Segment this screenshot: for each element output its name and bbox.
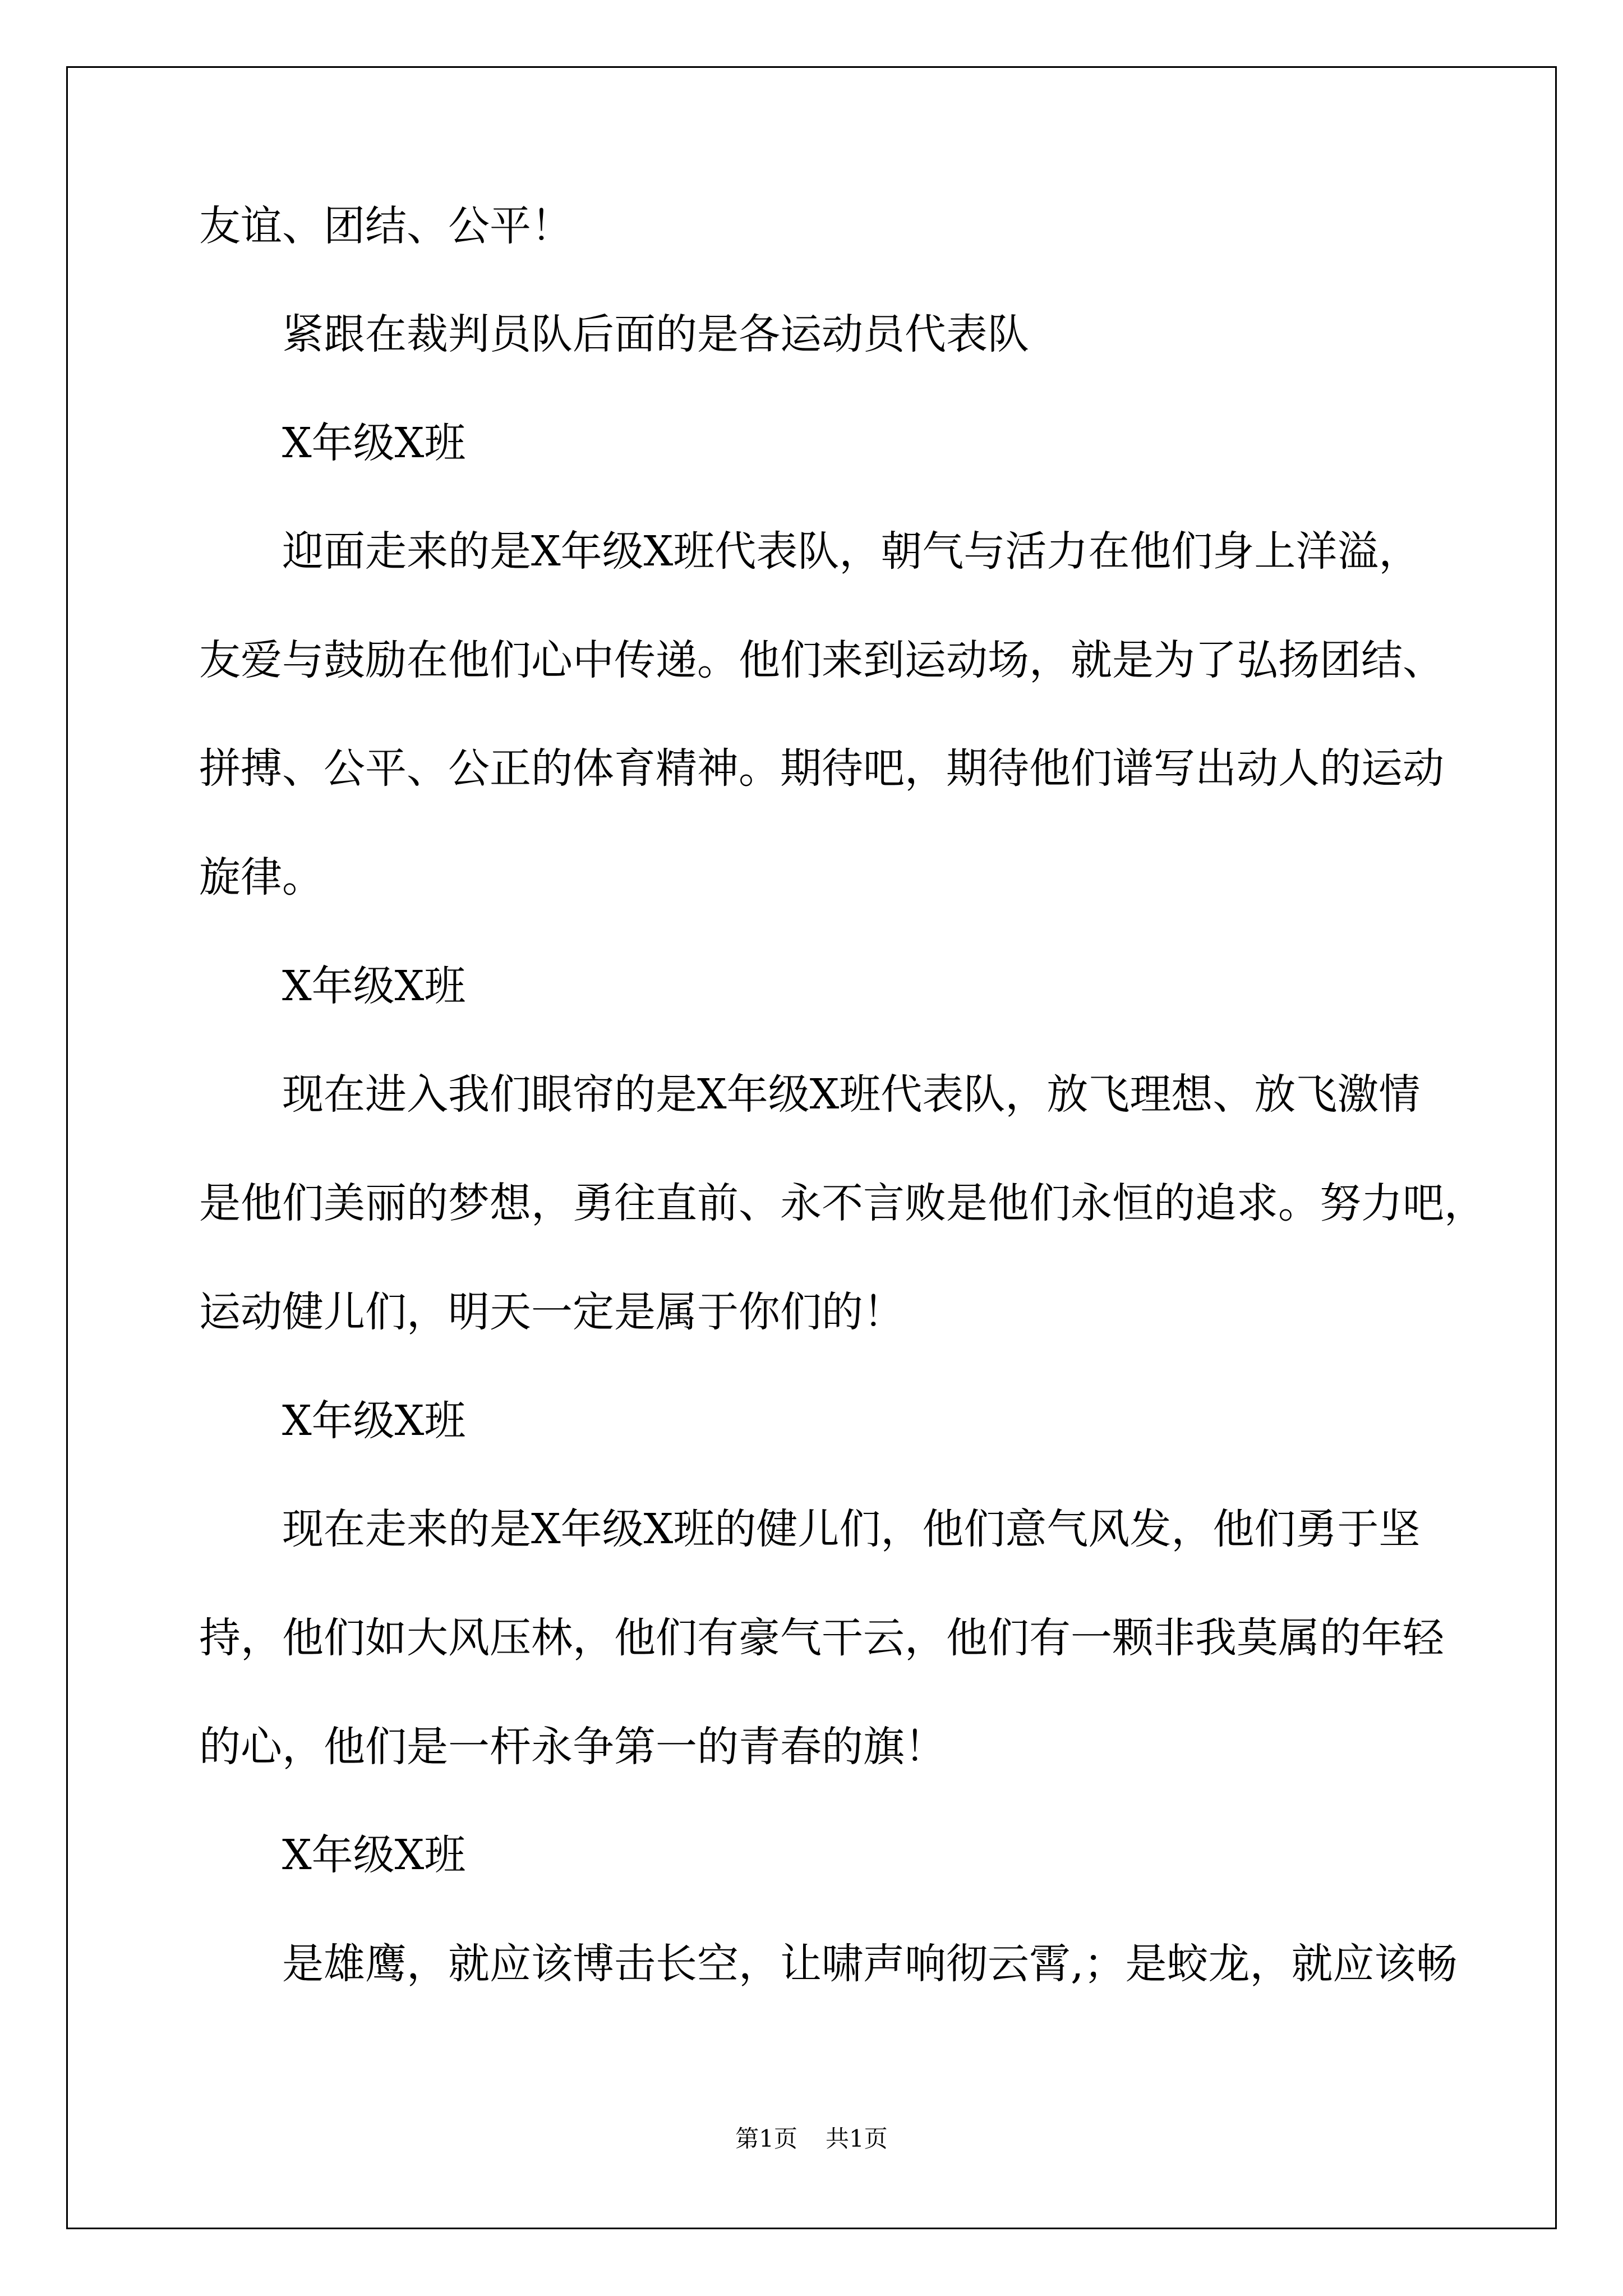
class-heading: X年级X班 bbox=[282, 962, 466, 1010]
text-line: 持，他们如大风压林，他们有豪气干云，他们有一颗非我莫属的年轻 bbox=[199, 1614, 1444, 1662]
text-line: 现在进入我们眼帘的是X年级X班代表队，放飞理想、放飞激情 bbox=[282, 1070, 1421, 1119]
text-line: 友谊、团结、公平！ bbox=[199, 202, 573, 250]
page-footer bbox=[0, 2127, 1623, 2151]
class-heading: X年级X班 bbox=[282, 1831, 466, 1879]
text-line: 紧跟在裁判员队后面的是各运动员代表队 bbox=[282, 310, 1029, 358]
text-line: 的心，他们是一杆永争第一的青春的旗！ bbox=[199, 1723, 946, 1771]
text-line: 运动健儿们，明天一定是属于你们的！ bbox=[199, 1288, 905, 1336]
text-line: 友爱与鼓励在他们心中传递。他们来到运动场，就是为了弘扬团结、 bbox=[199, 636, 1444, 684]
text-line: 现在走来的是X年级X班的健儿们，他们意气风发，他们勇于坚 bbox=[282, 1505, 1421, 1553]
text-line: 迎面走来的是X年级X班代表队，朝气与活力在他们身上洋溢， bbox=[282, 527, 1421, 576]
text-line: 是他们美丽的梦想，勇往直前、永不言败是他们永恒的追求。努力吧， bbox=[199, 1179, 1486, 1227]
class-heading: X年级X班 bbox=[282, 1397, 466, 1445]
text-line: 拼搏、公平、公正的体育精神。期待吧，期待他们谱写出动人的运动 bbox=[199, 744, 1444, 793]
page-number-total: 共1页 bbox=[826, 2125, 888, 2152]
page-border bbox=[66, 66, 1557, 2229]
class-heading: X年级X班 bbox=[282, 419, 466, 467]
text-line: 旋律。 bbox=[199, 853, 324, 901]
page-number-current: 第1页 bbox=[735, 2125, 797, 2152]
text-line: 是雄鹰，就应该博击长空，让啸声响彻云霄,；是蛟龙，就应该畅 bbox=[282, 1940, 1458, 1988]
